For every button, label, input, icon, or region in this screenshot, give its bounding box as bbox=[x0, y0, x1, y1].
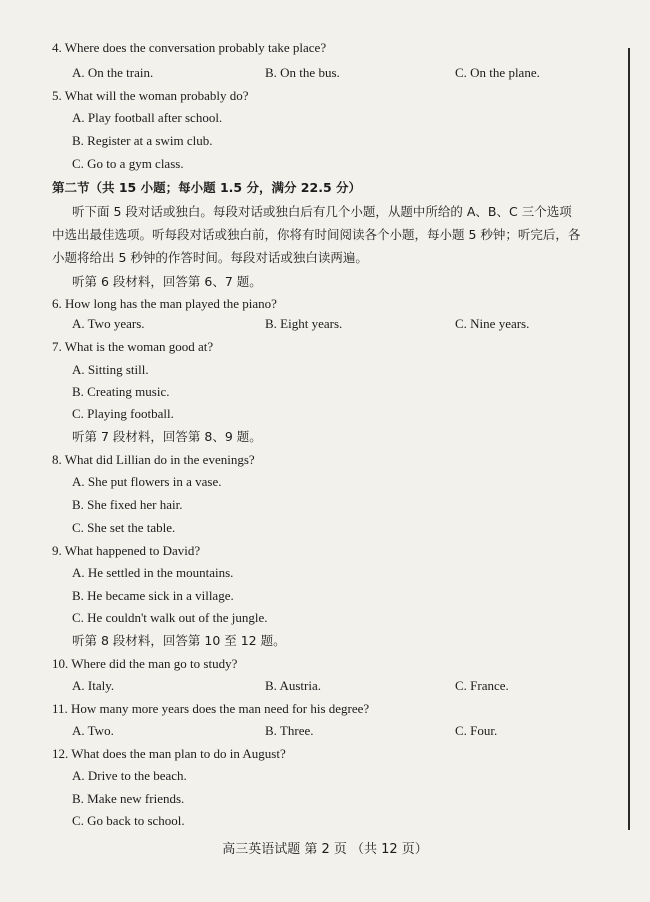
material-6-instruction: 听第 6 段材料，回答第 6、7 题。 bbox=[72, 274, 262, 289]
instructions-line-2: 中选出最佳选项。听每段对话或独白前，你将有时间阅读各个小题，每小题 5 秒钟；听完后，各 bbox=[52, 227, 581, 242]
page-footer: 高三英语试题 第 2 页 （共 12 页） bbox=[222, 842, 428, 857]
option-10b: B. Austria. bbox=[265, 678, 321, 693]
question-11 bbox=[52, 701, 369, 717]
question-text: What happened to David? bbox=[64, 543, 201, 558]
option-7c: C. Playing football. bbox=[72, 406, 174, 421]
option-4c: C. On the plane. bbox=[455, 65, 540, 80]
option-7a: A. Sitting still. bbox=[72, 362, 149, 377]
question-4 bbox=[52, 40, 326, 56]
question-9 bbox=[52, 543, 200, 559]
option-12c: C. Go back to school. bbox=[72, 813, 185, 828]
option-5c: C. Go to a gym class. bbox=[72, 156, 184, 171]
margin-rule bbox=[628, 48, 630, 830]
option-10a: A. Italy. bbox=[72, 678, 115, 693]
question-5 bbox=[52, 88, 249, 104]
question-10 bbox=[52, 656, 237, 672]
option-7b: B. Creating music. bbox=[72, 384, 170, 399]
option-11a: A. Two. bbox=[72, 723, 114, 738]
option-9c: C. He couldn't walk out of the jungle. bbox=[72, 610, 268, 625]
question-7 bbox=[52, 339, 213, 355]
question-number: 8. bbox=[52, 452, 62, 467]
question-text: Where does the conversation probably take place? bbox=[64, 40, 327, 55]
question-text: How long has the man played the piano? bbox=[65, 296, 277, 311]
question-number: 6. bbox=[52, 296, 62, 311]
question-text: What will the woman probably do? bbox=[64, 88, 249, 103]
option-5a: A. Play football after school. bbox=[72, 110, 223, 125]
question-number: 12. bbox=[52, 746, 69, 761]
material-8-instruction: 听第 8 段材料，回答第 10 至 12 题。 bbox=[72, 633, 286, 648]
option-12b: B. Make new friends. bbox=[72, 791, 185, 806]
option-11c: C. Four. bbox=[455, 723, 498, 738]
question-text: Where did the man go to study? bbox=[71, 656, 238, 671]
option-8b: B. She fixed her hair. bbox=[72, 497, 183, 512]
option-4a: A. On the train. bbox=[72, 65, 154, 80]
option-9b: B. He became sick in a village. bbox=[72, 588, 234, 603]
option-9a: A. He settled in the mountains. bbox=[72, 565, 234, 580]
question-number: 4. bbox=[52, 40, 62, 55]
option-4b: B. On the bus. bbox=[265, 65, 340, 80]
question-text: What does the man plan to do in August? bbox=[71, 746, 286, 761]
question-number: 10. bbox=[52, 656, 69, 671]
option-12a: A. Drive to the beach. bbox=[72, 768, 187, 783]
option-6c: C. Nine years. bbox=[455, 316, 530, 331]
question-number: 7. bbox=[52, 339, 62, 354]
question-text: What did Lillian do in the evenings? bbox=[64, 452, 255, 467]
question-8 bbox=[52, 452, 255, 468]
option-6a: A. Two years. bbox=[72, 316, 145, 331]
option-10c: C. France. bbox=[455, 678, 509, 693]
question-text: What is the woman good at? bbox=[64, 339, 214, 354]
option-8a: A. She put flowers in a vase. bbox=[72, 474, 222, 489]
instructions-line-3: 小题将给出 5 秒钟的作答时间。每段对话或独白读两遍。 bbox=[52, 250, 368, 265]
question-number: 5. bbox=[52, 88, 62, 103]
question-text: How many more years does the man need for his degree? bbox=[71, 701, 370, 716]
question-6 bbox=[52, 296, 277, 312]
option-5b: B. Register at a swim club. bbox=[72, 133, 213, 148]
question-number: 11. bbox=[52, 701, 68, 716]
option-8c: C. She set the table. bbox=[72, 520, 176, 535]
option-11b: B. Three. bbox=[265, 723, 314, 738]
question-number: 9. bbox=[52, 543, 62, 558]
material-7-instruction: 听第 7 段材料，回答第 8、9 题。 bbox=[72, 429, 262, 444]
question-12 bbox=[52, 746, 286, 762]
option-6b: B. Eight years. bbox=[265, 316, 343, 331]
instructions-line-1: 听下面 5 段对话或独白。每段对话或独白后有几个小题，从题中所给的 A、B、C 三个选项 bbox=[72, 204, 572, 219]
section-2-title: 第二节（共 15 小题；每小题 1.5 分，满分 22.5 分） bbox=[52, 180, 361, 195]
